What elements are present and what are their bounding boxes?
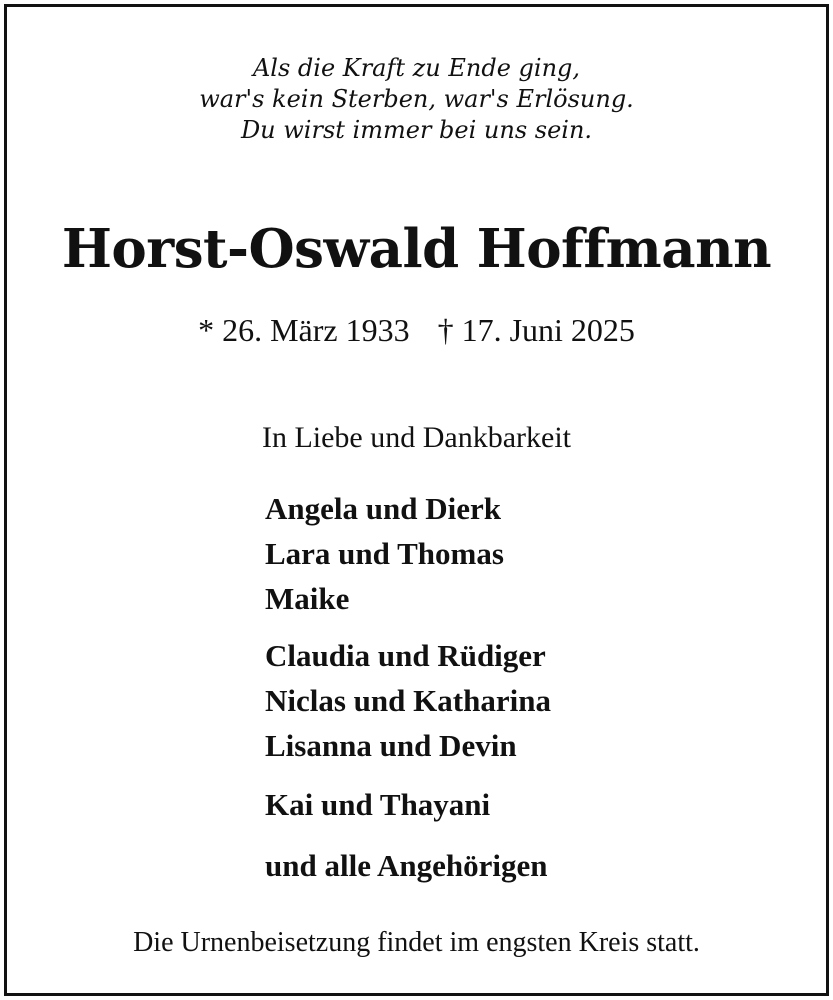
mourner-name: Lara und Thomas bbox=[265, 536, 504, 571]
life-dates bbox=[7, 312, 826, 348]
mourner-group bbox=[265, 843, 551, 888]
mourner-name: Angela und Dierk bbox=[265, 491, 501, 526]
mourner-name: und alle Angehörigen bbox=[265, 848, 548, 883]
mourner-name: Kai und Thayani bbox=[265, 787, 491, 822]
dedication-line: In Liebe und Dankbarkeit bbox=[261, 421, 572, 454]
burial-notice: Die Urnenbeisetzung findet im engsten Kreis statt. bbox=[133, 927, 700, 958]
memorial-verse bbox=[7, 53, 826, 146]
mourners-list bbox=[265, 486, 551, 888]
mourner-group bbox=[265, 633, 551, 768]
mourner-group bbox=[265, 782, 551, 827]
mourner-name: Claudia und Rüdiger bbox=[265, 638, 546, 673]
verse-line: Als die Kraft zu Ende ging, bbox=[252, 54, 581, 82]
death-date: † 17. Juni 2025 bbox=[437, 312, 635, 348]
deceased-name: Horst-Oswald Hoffmann bbox=[61, 218, 772, 280]
mourner-name: Maike bbox=[265, 581, 350, 616]
mourner-name: Niclas und Katharina bbox=[265, 683, 551, 718]
verse-line: Du wirst immer bei uns sein. bbox=[240, 116, 593, 144]
mourner-name: Lisanna und Devin bbox=[265, 728, 517, 763]
verse-line: war's kein Sterben, war's Erlösung. bbox=[199, 85, 634, 113]
mourner-group bbox=[265, 486, 551, 621]
birth-date: * 26. März 1933 bbox=[198, 312, 410, 348]
obituary-frame bbox=[4, 4, 829, 996]
